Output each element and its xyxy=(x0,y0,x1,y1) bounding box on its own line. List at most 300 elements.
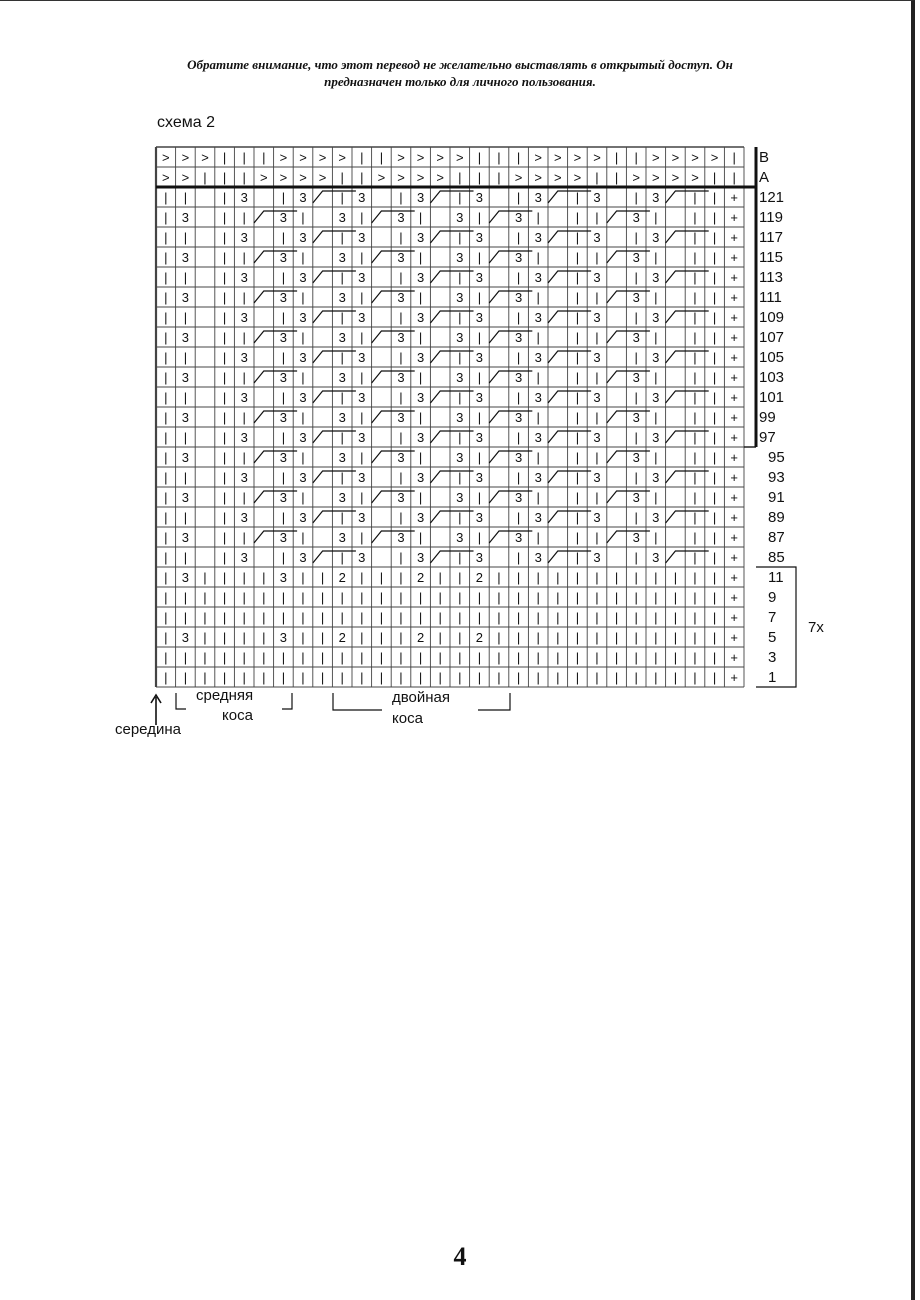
knit-symbol: | xyxy=(360,670,364,685)
cable-count-symbol: 3 xyxy=(514,490,523,505)
cable-cross-mark xyxy=(607,451,650,463)
knit-symbol: | xyxy=(536,610,540,625)
header-decrease-symbol: > xyxy=(162,150,170,165)
knit-symbol: | xyxy=(222,330,227,345)
cable-count-symbol: 3 xyxy=(299,270,307,285)
cable-cross-mark xyxy=(666,391,709,403)
cable-cross-mark xyxy=(548,191,591,203)
cable-count-symbol: 3 xyxy=(456,410,464,425)
knit-symbol: | xyxy=(242,290,246,305)
knit-symbol: | xyxy=(164,330,168,345)
knit-symbol: | xyxy=(536,670,540,685)
knit-symbol: | xyxy=(222,190,227,205)
cable-cross-mark xyxy=(430,311,473,323)
knit-symbol: | xyxy=(438,570,442,585)
cable-count-symbol: 3 xyxy=(652,230,660,245)
cable-cross-mark xyxy=(607,371,650,383)
knit-symbol: | xyxy=(458,430,462,445)
plus-symbol: + xyxy=(730,490,738,505)
knit-symbol: | xyxy=(301,570,305,585)
knit-symbol: | xyxy=(242,590,246,605)
knit-symbol: | xyxy=(673,650,678,665)
row-number-label: 115 xyxy=(759,249,783,266)
cable-cross-mark xyxy=(666,511,709,523)
cable-count-symbol: 3 xyxy=(514,450,523,465)
knit-symbol: | xyxy=(281,190,286,205)
knit-symbol: | xyxy=(575,630,580,645)
knit-symbol: | xyxy=(164,390,168,405)
cable-count-symbol: 3 xyxy=(632,450,640,465)
cable-count-symbol: 3 xyxy=(181,250,190,265)
knit-symbol: | xyxy=(634,550,638,565)
row-number-label: 117 xyxy=(759,229,783,246)
cable-count-symbol: 3 xyxy=(397,250,405,265)
cable-cross-mark xyxy=(548,351,591,363)
knit-symbol: | xyxy=(320,650,325,665)
knit-symbol: | xyxy=(340,430,344,445)
cable-cross-mark xyxy=(489,251,532,263)
cable-cross-mark xyxy=(489,411,532,423)
cable-cross-mark xyxy=(489,451,532,463)
knit-symbol: | xyxy=(693,570,697,585)
cable-cross-mark xyxy=(254,491,297,503)
knit-symbol: | xyxy=(556,590,560,605)
cable-cross-mark xyxy=(430,431,473,443)
row-number-label: 105 xyxy=(759,349,785,366)
knit-symbol: | xyxy=(242,250,246,265)
knit-symbol: | xyxy=(183,510,188,525)
cable-count-symbol: 3 xyxy=(456,370,464,385)
knit-symbol: | xyxy=(516,510,521,525)
cable-count-symbol: 3 xyxy=(514,330,523,345)
knit-symbol: | xyxy=(575,190,580,205)
cable-cross-mark xyxy=(666,551,709,563)
knit-symbol: | xyxy=(222,430,227,445)
middle-cable-label-line2: коса xyxy=(222,707,253,724)
cable-count-symbol: 3 xyxy=(652,430,660,445)
knit-symbol: | xyxy=(595,250,599,265)
knit-symbol: | xyxy=(497,630,501,645)
cable-cross-mark xyxy=(489,331,532,343)
cable-count-symbol: 3 xyxy=(299,230,307,245)
knit-symbol: | xyxy=(575,270,580,285)
knit-symbol: | xyxy=(556,570,560,585)
knit-symbol: | xyxy=(183,610,188,625)
knit-symbol: | xyxy=(595,410,599,425)
knit-symbol: | xyxy=(164,510,168,525)
cable-count-symbol: 3 xyxy=(299,430,307,445)
knit-symbol: | xyxy=(360,370,364,385)
knit-symbol: | xyxy=(614,630,619,645)
header-decrease-symbol: > xyxy=(632,170,640,185)
knit-symbol: | xyxy=(183,310,188,325)
cable-count-symbol: 3 xyxy=(593,230,601,245)
knit-symbol: | xyxy=(301,210,305,225)
knit-symbol: | xyxy=(242,610,246,625)
knit-symbol: | xyxy=(281,550,286,565)
header-decrease-symbol: > xyxy=(593,150,601,165)
cable-count-symbol: 3 xyxy=(534,430,542,445)
cable-cross-mark xyxy=(607,491,650,503)
cable-count-symbol: 3 xyxy=(652,390,660,405)
cable-count-symbol: 3 xyxy=(475,510,484,525)
header-decrease-symbol: > xyxy=(279,170,288,185)
knit-symbol: | xyxy=(340,610,344,625)
knit-symbol: | xyxy=(654,590,658,605)
cable-count-symbol: 3 xyxy=(632,330,640,345)
row-number-label: 3 xyxy=(768,649,777,666)
cable-count-symbol: 3 xyxy=(593,430,601,445)
knit-symbol: | xyxy=(516,550,521,565)
scheme-title: схема 2 xyxy=(157,114,215,131)
knit-symbol: | xyxy=(458,670,462,685)
knit-symbol: | xyxy=(712,290,717,305)
knit-symbol: | xyxy=(242,210,246,225)
knit-symbol: | xyxy=(654,490,658,505)
knit-symbol: | xyxy=(301,290,305,305)
knit-symbol: | xyxy=(595,670,599,685)
knit-symbol: | xyxy=(360,410,364,425)
cable-count-symbol: 3 xyxy=(652,350,660,365)
knit-symbol: | xyxy=(183,350,188,365)
cable-count-symbol: 3 xyxy=(299,470,307,485)
cable-count-symbol: 3 xyxy=(279,410,288,425)
knit-symbol: | xyxy=(281,230,286,245)
knit-symbol: | xyxy=(536,530,540,545)
knit-symbol: | xyxy=(418,610,423,625)
knit-symbol: | xyxy=(164,610,168,625)
knit-symbol: | xyxy=(497,610,501,625)
knit-symbol: | xyxy=(575,230,580,245)
knit-symbol: | xyxy=(360,650,364,665)
knit-symbol: | xyxy=(458,630,462,645)
knit-symbol: | xyxy=(516,570,521,585)
cable-count-symbol: 3 xyxy=(358,390,366,405)
cable-count-symbol: 3 xyxy=(279,450,288,465)
knit-symbol: | xyxy=(203,650,207,665)
knit-symbol: | xyxy=(340,310,344,325)
knit-symbol: | xyxy=(360,290,364,305)
cable-count-symbol: 3 xyxy=(358,190,366,205)
row-number-label: 99 xyxy=(759,409,776,426)
header-knit-symbol: | xyxy=(360,150,364,165)
knit-symbol: | xyxy=(575,290,580,305)
cable-count-symbol: 3 xyxy=(240,390,248,405)
cable-cross-mark xyxy=(254,331,297,343)
knit-symbol: | xyxy=(634,470,638,485)
plus-symbol: + xyxy=(730,370,738,385)
row-number-label: 85 xyxy=(768,549,785,566)
cable-count-symbol: 3 xyxy=(593,470,601,485)
knit-symbol: | xyxy=(693,510,697,525)
cable-count-symbol: 3 xyxy=(475,350,484,365)
knit-symbol: | xyxy=(164,290,168,305)
cable-count-symbol: 3 xyxy=(534,230,542,245)
knit-symbol: | xyxy=(222,370,227,385)
cable-cross-mark xyxy=(372,371,415,383)
knit-symbol: | xyxy=(164,310,168,325)
knit-symbol: | xyxy=(654,670,658,685)
knit-symbol: | xyxy=(497,670,501,685)
cable-count-symbol: 3 xyxy=(534,550,542,565)
cable-count-symbol: 3 xyxy=(279,290,288,305)
knit-symbol: | xyxy=(516,610,521,625)
knit-symbol: | xyxy=(575,450,580,465)
knit-symbol: | xyxy=(164,190,168,205)
knit-symbol: | xyxy=(712,430,717,445)
cable-count-symbol: 3 xyxy=(299,350,307,365)
knit-symbol: | xyxy=(556,650,560,665)
knit-symbol: | xyxy=(516,650,521,665)
cable-count-symbol: 3 xyxy=(279,250,288,265)
cable-count-symbol: 3 xyxy=(240,510,248,525)
knit-symbol: | xyxy=(516,390,521,405)
cable-cross-mark xyxy=(489,371,532,383)
knit-symbol: | xyxy=(183,390,188,405)
knit-symbol: | xyxy=(536,450,540,465)
cable-count-symbol: 3 xyxy=(358,550,366,565)
knit-symbol: | xyxy=(477,250,482,265)
cable-cross-mark xyxy=(313,551,356,563)
knit-symbol: | xyxy=(477,370,482,385)
knit-symbol: | xyxy=(242,370,246,385)
knit-symbol: | xyxy=(575,330,580,345)
row-number-label: 89 xyxy=(768,509,785,526)
header-decrease-symbol: > xyxy=(299,170,307,185)
knit-symbol: | xyxy=(595,590,599,605)
cable-count-symbol: 3 xyxy=(358,270,366,285)
header-decrease-symbol: > xyxy=(260,170,268,185)
knit-symbol: | xyxy=(360,570,364,585)
cable-count-symbol: 3 xyxy=(181,630,190,645)
row-number-label: 91 xyxy=(768,489,785,506)
cable-cross-mark xyxy=(430,551,473,563)
knit-symbol: | xyxy=(222,530,227,545)
cable-count-symbol: 3 xyxy=(338,450,346,465)
knit-symbol: | xyxy=(575,670,580,685)
cable-count-symbol: 3 xyxy=(593,190,601,205)
header-decrease-symbol: > xyxy=(416,170,425,185)
knit-symbol: | xyxy=(654,450,658,465)
cable-cross-mark xyxy=(430,511,473,523)
knit-symbol: | xyxy=(575,570,580,585)
knit-symbol: | xyxy=(477,330,482,345)
knit-symbol: | xyxy=(712,370,717,385)
knit-symbol: | xyxy=(281,650,286,665)
cable-count-symbol: 3 xyxy=(593,390,601,405)
cable-count-symbol: 3 xyxy=(397,210,405,225)
knit-symbol: | xyxy=(634,350,638,365)
cable-cross-mark xyxy=(372,491,415,503)
row-number-label: 111 xyxy=(759,289,782,306)
knit-symbol: | xyxy=(301,330,305,345)
knit-symbol: | xyxy=(575,430,580,445)
notice-line-1: Обратите внимание, что этот перевод не желательно выставлять в открытый доступ. Он xyxy=(187,57,733,72)
header-row-label: A xyxy=(759,169,770,186)
cable-count-symbol: 3 xyxy=(416,190,425,205)
header-knit-symbol: | xyxy=(634,150,638,165)
row-number-label: 11 xyxy=(768,569,784,586)
cable-count-symbol: 3 xyxy=(279,530,288,545)
knit-symbol: | xyxy=(654,370,658,385)
knit-symbol: | xyxy=(477,410,482,425)
cable-count-symbol: 3 xyxy=(632,410,640,425)
cable-count-symbol: 3 xyxy=(456,210,464,225)
cable-count-symbol: 3 xyxy=(299,310,307,325)
knit-symbol: | xyxy=(634,310,638,325)
cable-count-symbol: 3 xyxy=(358,510,366,525)
knit-symbol: | xyxy=(164,590,168,605)
cable-count-symbol: 3 xyxy=(338,250,346,265)
knit-symbol: | xyxy=(164,250,168,265)
knit-symbol: | xyxy=(595,370,599,385)
knit-symbol: | xyxy=(418,670,423,685)
knit-symbol: | xyxy=(693,450,697,465)
cable-count-symbol: 3 xyxy=(514,370,523,385)
knit-symbol: | xyxy=(360,610,364,625)
knit-symbol: | xyxy=(222,350,227,365)
cable-cross-mark xyxy=(254,211,297,223)
cable-count-symbol: 3 xyxy=(475,390,484,405)
knit-symbol: | xyxy=(399,590,403,605)
knit-symbol: | xyxy=(222,610,227,625)
plus-symbol: + xyxy=(730,410,738,425)
knit-symbol: | xyxy=(164,530,168,545)
knit-symbol: | xyxy=(712,270,717,285)
header-decrease-symbol: > xyxy=(299,150,307,165)
cable-count-symbol: 3 xyxy=(593,310,601,325)
header-knit-symbol: | xyxy=(203,170,207,185)
knit-symbol: | xyxy=(203,610,207,625)
header-decrease-symbol: > xyxy=(181,150,190,165)
header-knit-symbol: | xyxy=(242,170,246,185)
knit-symbol: | xyxy=(301,450,305,465)
cable-count-symbol: 3 xyxy=(456,250,464,265)
knit-symbol: | xyxy=(242,630,246,645)
cable-count-symbol: 2 xyxy=(338,570,346,585)
knit-symbol: | xyxy=(575,470,580,485)
cable-cross-mark xyxy=(666,271,709,283)
knit-symbol: | xyxy=(320,590,325,605)
plus-symbol: + xyxy=(730,390,738,405)
cable-count-symbol: 3 xyxy=(652,190,660,205)
cable-cross-mark xyxy=(548,471,591,483)
knit-symbol: | xyxy=(516,670,521,685)
knit-symbol: | xyxy=(418,370,423,385)
row-number-label: 93 xyxy=(768,469,785,486)
knit-symbol: | xyxy=(242,650,246,665)
knit-symbol: | xyxy=(418,210,423,225)
knit-symbol: | xyxy=(654,210,658,225)
knit-symbol: | xyxy=(575,530,580,545)
cable-cross-mark xyxy=(666,231,709,243)
cable-count-symbol: 3 xyxy=(632,530,640,545)
cable-count-symbol: 3 xyxy=(397,410,405,425)
cable-count-symbol: 3 xyxy=(181,530,190,545)
knit-symbol: | xyxy=(556,610,560,625)
knit-symbol: | xyxy=(673,610,678,625)
knit-symbol: | xyxy=(693,410,697,425)
header-knit-symbol: | xyxy=(732,150,736,165)
header-decrease-symbol: > xyxy=(652,150,660,165)
cable-count-symbol: 3 xyxy=(534,270,542,285)
cable-cross-mark xyxy=(548,391,591,403)
cable-cross-mark xyxy=(254,531,297,543)
row-number-label: 5 xyxy=(768,629,777,646)
cable-cross-mark xyxy=(372,291,415,303)
cable-count-symbol: 3 xyxy=(279,210,288,225)
knit-symbol: | xyxy=(595,330,599,345)
knit-symbol: | xyxy=(438,630,442,645)
knit-symbol: | xyxy=(536,250,540,265)
cable-cross-mark xyxy=(607,251,650,263)
header-decrease-symbol: > xyxy=(397,150,405,165)
cable-cross-mark xyxy=(372,451,415,463)
knit-symbol: | xyxy=(164,430,168,445)
cable-cross-mark xyxy=(666,351,709,363)
knit-symbol: | xyxy=(712,670,717,685)
knit-symbol: | xyxy=(712,390,717,405)
knit-symbol: | xyxy=(301,590,305,605)
knit-symbol: | xyxy=(203,590,207,605)
knit-symbol: | xyxy=(320,610,325,625)
knit-symbol: | xyxy=(399,190,403,205)
cable-cross-mark xyxy=(489,491,532,503)
knit-symbol: | xyxy=(301,630,305,645)
cable-count-symbol: 3 xyxy=(299,390,307,405)
knit-symbol: | xyxy=(242,490,246,505)
knit-symbol: | xyxy=(183,590,188,605)
knit-symbol: | xyxy=(340,270,344,285)
cable-cross-mark xyxy=(372,331,415,343)
knit-symbol: | xyxy=(458,550,462,565)
cable-count-symbol: 3 xyxy=(632,490,640,505)
row-number-label: 103 xyxy=(759,369,785,386)
knit-symbol: | xyxy=(301,530,305,545)
knit-symbol: | xyxy=(516,470,521,485)
cable-count-symbol: 3 xyxy=(475,230,484,245)
knit-symbol: | xyxy=(242,530,246,545)
cable-cross-mark xyxy=(313,431,356,443)
knit-symbol: | xyxy=(281,270,286,285)
knit-symbol: | xyxy=(556,670,560,685)
knit-symbol: | xyxy=(418,650,423,665)
knit-symbol: | xyxy=(693,350,697,365)
header-decrease-symbol: > xyxy=(397,170,405,185)
knit-symbol: | xyxy=(634,510,638,525)
plus-symbol: + xyxy=(730,250,738,265)
knit-symbol: | xyxy=(673,590,678,605)
header-knit-symbol: | xyxy=(712,170,717,185)
cable-count-symbol: 3 xyxy=(338,530,346,545)
knit-symbol: | xyxy=(379,610,384,625)
cable-count-symbol: 3 xyxy=(397,330,405,345)
knit-symbol: | xyxy=(320,570,325,585)
knit-symbol: | xyxy=(634,270,638,285)
cable-cross-mark xyxy=(254,451,297,463)
knit-symbol: | xyxy=(164,210,168,225)
knit-symbol: | xyxy=(203,630,207,645)
row-number-label: 95 xyxy=(768,449,785,466)
knit-symbol: | xyxy=(536,410,540,425)
knit-symbol: | xyxy=(222,470,227,485)
knit-symbol: | xyxy=(693,250,697,265)
cable-count-symbol: 3 xyxy=(338,410,346,425)
knit-symbol: | xyxy=(477,650,482,665)
header-decrease-symbol: > xyxy=(181,170,190,185)
knit-symbol: | xyxy=(458,310,462,325)
knit-symbol: | xyxy=(222,250,227,265)
